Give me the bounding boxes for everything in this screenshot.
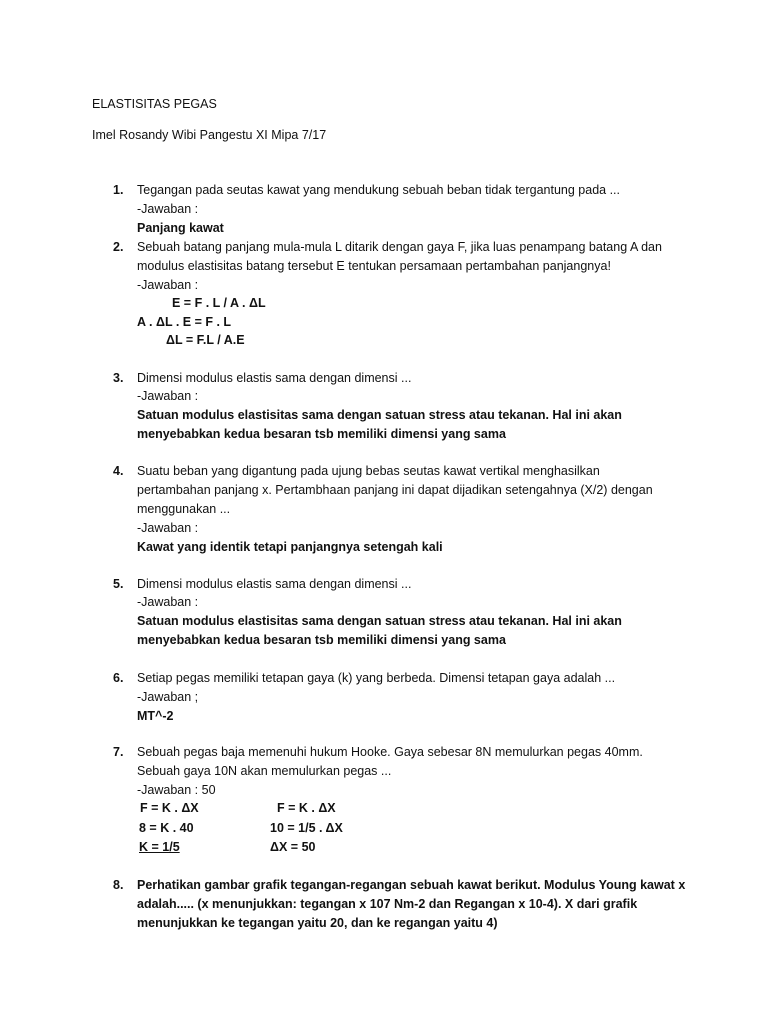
question-text: Setiap pegas memiliki tetapan gaya (k) yang berbeda. Dimensi tetapan gaya adalah ... (137, 671, 616, 685)
question-number: 8. (113, 878, 124, 892)
equation-line: E = F . L / A . ΔL (172, 296, 266, 310)
answer-text: MT^-2 (137, 709, 174, 723)
question-number: 6. (113, 671, 124, 685)
calc-right: F = K . ΔX (277, 801, 336, 815)
calc-result: ΔX = 50 (270, 840, 316, 854)
answer-text: Panjang kawat (137, 221, 224, 235)
equation-line: ΔL = F.L / A.E (166, 333, 245, 347)
answer-text: menyebabkan kedua besaran tsb memiliki dimensi yang sama (137, 427, 506, 441)
question-text: Sebuah gaya 10N akan memulurkan pegas ... (137, 764, 392, 778)
question-text: Sebuah pegas baja memenuhi hukum Hooke. Gaya sebesar 8N memulurkan pegas 40mm. (137, 745, 643, 759)
answer-label: -Jawaban : (137, 595, 199, 609)
answer-label: -Jawaban : (137, 389, 199, 403)
question-number: 4. (113, 464, 124, 478)
answer-label: -Jawaban : (137, 202, 199, 216)
question-text: Dimensi modulus elastis sama dengan dimensi ... (137, 371, 412, 385)
question-number: 5. (113, 577, 124, 591)
question-text: Dimensi modulus elastis sama dengan dimensi ... (137, 577, 412, 591)
question-text: pertambahan panjang x. Pertambhaan panjang ini dapat dijadikan setengahnya (X/2) dengan (137, 483, 653, 497)
question-text: modulus elastisitas batang tersebut E tentukan persamaan pertambahan panjangnya! (137, 259, 611, 273)
answer-label: -Jawaban : (137, 521, 199, 535)
document-title: ELASTISITAS PEGAS (92, 97, 217, 111)
question-number: 2. (113, 240, 124, 254)
answer-label: -Jawaban : 50 (137, 783, 216, 797)
question-text: Suatu beban yang digantung pada ujung bebas seutas kawat vertikal menghasilkan (137, 464, 600, 478)
document-author: Imel Rosandy Wibi Pangestu XI Mipa 7/17 (92, 128, 327, 142)
question-text: adalah..... (x menunjukkan: tegangan x 107 Nm-2 dan Regangan x 10-4). X dari grafik (137, 897, 638, 911)
question-number: 7. (113, 745, 124, 759)
answer-label: -Jawaban ; (137, 690, 199, 704)
answer-label: -Jawaban : (137, 278, 199, 292)
question-text: menggunakan ... (137, 502, 231, 516)
equation-line: A . ΔL . E = F . L (137, 315, 232, 329)
question-number: 3. (113, 371, 124, 385)
question-text: Tegangan pada seutas kawat yang mendukung sebuah beban tidak tergantung pada ... (137, 183, 621, 197)
question-number: 1. (113, 183, 124, 197)
calc-left: F = K . ΔX (140, 801, 199, 815)
answer-text: menyebabkan kedua besaran tsb memiliki dimensi yang sama (137, 633, 506, 647)
question-text: Perhatikan gambar grafik tegangan-regangan sebuah kawat berikut. Modulus Young kawat x (137, 878, 686, 892)
question-text: Sebuah batang panjang mula-mula L ditarik dengan gaya F, jika luas penampang batang A dan (137, 240, 662, 254)
answer-text: Satuan modulus elastisitas sama dengan satuan stress atau tekanan. Hal ini akan (137, 408, 622, 422)
question-text: menunjukkan ke tegangan yaitu 20, dan ke regangan yaitu 4) (137, 916, 498, 930)
answer-text: Satuan modulus elastisitas sama dengan satuan stress atau tekanan. Hal ini akan (137, 614, 622, 628)
calc-left: 8 = K . 40 (139, 821, 194, 835)
answer-text: Kawat yang identik tetapi panjangnya setengah kali (137, 540, 443, 554)
calc-right: 10 = 1/5 . ΔX (270, 821, 343, 835)
calc-result: K = 1/5 (139, 840, 180, 854)
